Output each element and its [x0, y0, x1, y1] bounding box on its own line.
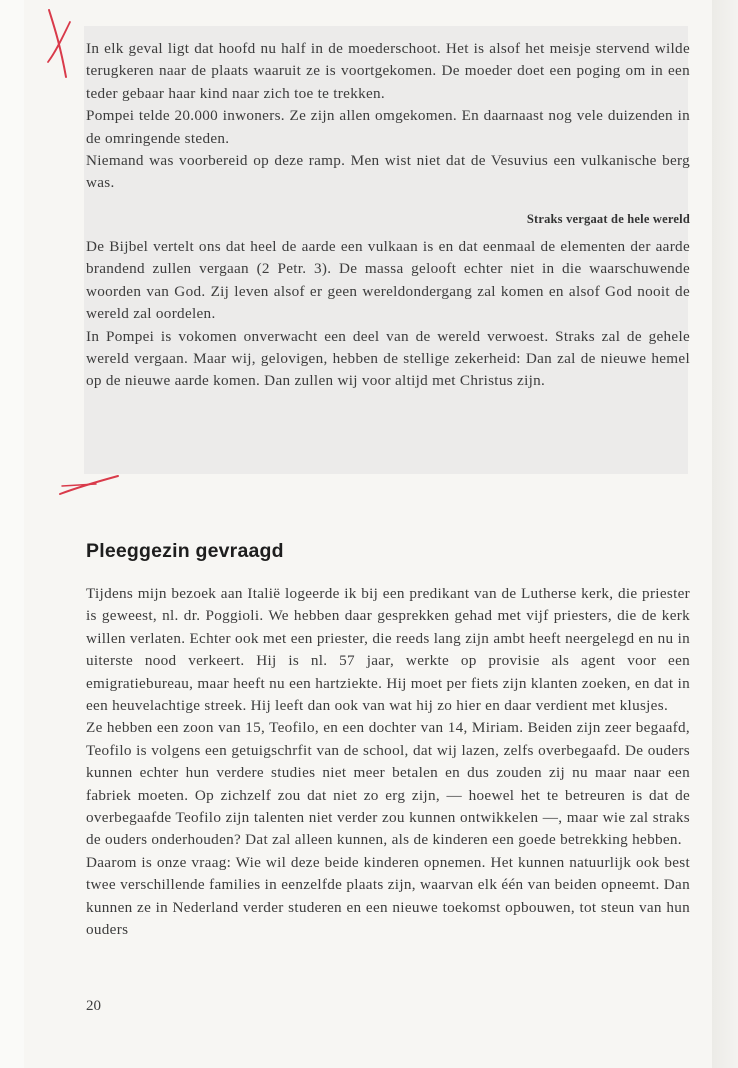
page-left-margin [0, 0, 24, 1068]
page-number: 20 [86, 998, 101, 1014]
section-2-text [86, 236, 690, 393]
paragraph: Niemand was voorbereid op deze ramp. Men wist niet dat de Vesuvius een vulkanische berg was. [86, 152, 690, 192]
section-1-text [86, 38, 690, 195]
article-body [86, 583, 690, 942]
paragraph: In elk geval ligt dat hoofd nu half in de moederschoot. Het is alsof het meisje stervend wilde terugkeren naar de plaats waaruit ze is voortgekomen. De moeder doet een poging om in een teder gebaar haar kind naar zich toe te trekken. [86, 40, 690, 102]
paragraph: Tijdens mijn bezoek aan Italië logeerde ik bij een predikant van de Lutherse kerk, die priester is geweest, nl. dr. Poggioli. We hebben daar gesprekken gehad met vijf priesters, die de kerk willen verlaten. Echter ook met een priester, die reeds lang zijn ambt heeft neergelegd en nu in uiterste nood verkeert. Hij is nl. 57 jaar, werkte op provisie als agent voor een emigratiebureau, maar heeft nu een hartziekte. Hij moet per fiets zijn klanten zoeken, en dat in een heuvelachtige streek. Hij leeft dan ook van wat hij zo hier en daar verdient met klusjes. [86, 585, 690, 715]
paragraph: Daarom is onze vraag: Wie wil deze beide kinderen opnemen. Het kunnen natuurlijk ook best twee verschillende families in eenzelfde plaats zijn, waarvan elk één van beiden opneemt. Dan kunnen ze in Nederland verder studeren en een nieuwe toekomst opbouwen, tot steun van hun ouders [86, 853, 690, 939]
subheading: Straks vergaat de hele wereld [526, 212, 690, 226]
red-x-mark-icon [40, 4, 90, 84]
paragraph: Pompei telde 20.000 inwoners. Ze zijn allen omgekomen. En daarnaast nog vele duizenden in de omringende steden. [86, 107, 690, 147]
page-right-edge [712, 0, 738, 1068]
paragraph: Ze hebben een zoon van 15, Teofilo, en een dochter van 14, Miriam. Beiden zijn zeer begaafd, Teofilo is volgens een getuigschrfit van de school, dat wij lazen, zelfs overbegaafd. De ouders kunnen echter hun verdere studies niet meer betalen en dus zouden zij nu maar naar een fabriek moeten. Op zichzelf zou dat niet zo erg zijn, — hoewel het te betreuren is dat de overbegaafde Teofilo zijn talenten niet verder zou kunnen ontwikkelen —, maar wie zal straks de ouders onderhouden? Dat zal alleen kunnen, als de kinderen een goede betrekking hebben. [86, 719, 690, 849]
article-title: Pleeggezin gevraagd [86, 540, 284, 562]
red-dash-mark-icon [56, 470, 126, 500]
paragraph: De Bijbel vertelt ons dat heel de aarde een vulkaan is en dat eenmaal de elementen der aarde brandend zullen vergaan (2 Petr. 3). De massa gelooft echter niet in die waarschuwende woorden van God. Zij leven alsof er geen wereldondergang zal komen en alsof God nooit de wereld zal oordelen. [86, 238, 690, 323]
paragraph: In Pompei is vokomen onverwacht een deel van de wereld verwoest. Straks zal de gehele wereld vergaan. Maar wij, gelovigen, hebben de stellige zekerheid: Dan zal de nieuwe hemel op de nieuwe aarde komen. Dan zullen wij voor altijd met Christus zijn. [86, 327, 690, 390]
